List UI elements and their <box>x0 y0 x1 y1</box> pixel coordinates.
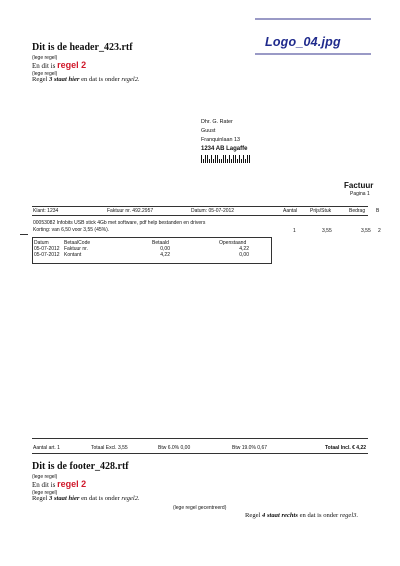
column-header-bedrag: Bedrag <box>349 208 366 214</box>
footer-line-2 <box>32 479 86 489</box>
column-header-currency: B <box>376 208 380 214</box>
footer-right-a: Regel <box>245 512 263 519</box>
address-name: Dhr. G. Rater <box>201 119 233 125</box>
footer-right-line <box>245 512 358 519</box>
payments-header-code: BetaalCode <box>64 240 91 246</box>
totals-top-rule <box>32 438 368 439</box>
document-title: Factuur <box>344 181 374 190</box>
address-company: Guust <box>201 128 216 134</box>
payments-row-1-paid: 0,00 <box>160 246 170 252</box>
item-description: 00053082 Infobits USB stick 4Gb met software, pdf help bestanden en drivers <box>33 220 206 226</box>
footer-empty-line-1: (lege regel) <box>32 474 58 480</box>
footer-line-3-b: 3 staat hier <box>49 495 80 502</box>
invoice-number: Faktuur nr. 492.2957 <box>107 208 154 214</box>
header-line-2 <box>32 60 86 70</box>
payments-header-open: Openstaand <box>219 240 247 246</box>
footer-line-3-a: Regel <box>32 495 50 502</box>
totals-excl: Totaal Excl. 3,55 <box>91 445 128 451</box>
header-line-3 <box>32 76 140 83</box>
header-line-2-prefix: En dit is <box>32 62 58 70</box>
totals-btw-6: Btw 6.0% 0,00 <box>158 445 191 451</box>
info-row-top-rule <box>32 206 368 207</box>
header-line-3-b: 3 staat hier <box>49 76 80 83</box>
payments-header-paid: Betaald <box>152 240 169 246</box>
column-header-aantal: Aantal <box>283 208 298 214</box>
footer-empty-line-2: (lege regel) <box>32 490 58 496</box>
footer-line-3 <box>32 495 140 502</box>
logo-bar-bottom <box>255 53 371 55</box>
payments-row-1-code: Faktuur nr. <box>64 246 88 252</box>
customer-number: Klant: 1234 <box>33 208 59 214</box>
header-line-3-a: Regel <box>32 76 50 83</box>
item-discount: Korting: van 6,50 voor 3,55 (45%). <box>33 227 110 233</box>
header-line-2-red: regel 2 <box>57 60 87 70</box>
header-empty-line-1: (lege regel) <box>32 55 58 61</box>
logo-text: Logo_04.jpg <box>265 35 341 49</box>
page-number: Pagina 1 <box>350 191 370 197</box>
header-line-3-d: regel2. <box>121 76 140 83</box>
address-street: Franquinlaan 13 <box>201 137 240 143</box>
header-empty-line-2: (lege regel) <box>32 71 58 77</box>
totals-article-count: Aantal art. 1 <box>33 445 60 451</box>
column-header-prijs: Prijs/Stuk <box>310 208 332 214</box>
item-quantity: 1 <box>293 228 296 234</box>
item-amount: 3,55 <box>361 228 371 234</box>
footer-line-3-d: regel2. <box>121 495 140 502</box>
footer-right-c: en dat is onder <box>297 512 340 519</box>
footer-line-3-c: en dat is onder <box>79 495 122 502</box>
info-row-bottom-rule <box>32 215 368 216</box>
payments-row-1-open: 4,22 <box>239 246 249 252</box>
footer-right-d: regel3. <box>339 512 359 519</box>
footer-right-b: 4 staat rechts <box>262 512 298 519</box>
address-postal: 1234 AB Lagaffe <box>201 146 248 152</box>
payments-row-1-date: 05-07-2012 <box>34 246 60 252</box>
totals-bottom-rule <box>32 453 368 454</box>
postal-barcode <box>201 155 250 163</box>
totals-btw-19: Btw 19.0% 0,67 <box>232 445 268 451</box>
header-line-3-c: en dat is onder <box>79 76 122 83</box>
payments-header-date: Datum <box>34 240 49 246</box>
invoice-date: Datum: 05-07-2012 <box>191 208 235 214</box>
footer-line-2-prefix: En dit is <box>32 481 58 489</box>
footer-line-2-red: regel 2 <box>57 479 87 489</box>
payments-row-2-paid: 4,22 <box>160 252 170 258</box>
logo-bar-top <box>255 18 371 20</box>
totals-incl: Totaal Incl. € 4,22 <box>325 445 367 451</box>
header-title: Dit is de header_423.rtf <box>32 42 133 53</box>
item-unit-price: 3,55 <box>322 228 332 234</box>
item-margin-marker <box>20 234 28 235</box>
payments-row-2-code: Kontant <box>64 252 82 258</box>
payments-row-2-date: 05-07-2012 <box>34 252 60 258</box>
footer-title: Dit is de footer_428.rtf <box>32 461 129 472</box>
footer-centered-line: (lege regel gecentreerd) <box>173 505 227 511</box>
item-flag: 2 <box>378 228 381 234</box>
payments-row-2-open: 0,00 <box>239 252 249 258</box>
